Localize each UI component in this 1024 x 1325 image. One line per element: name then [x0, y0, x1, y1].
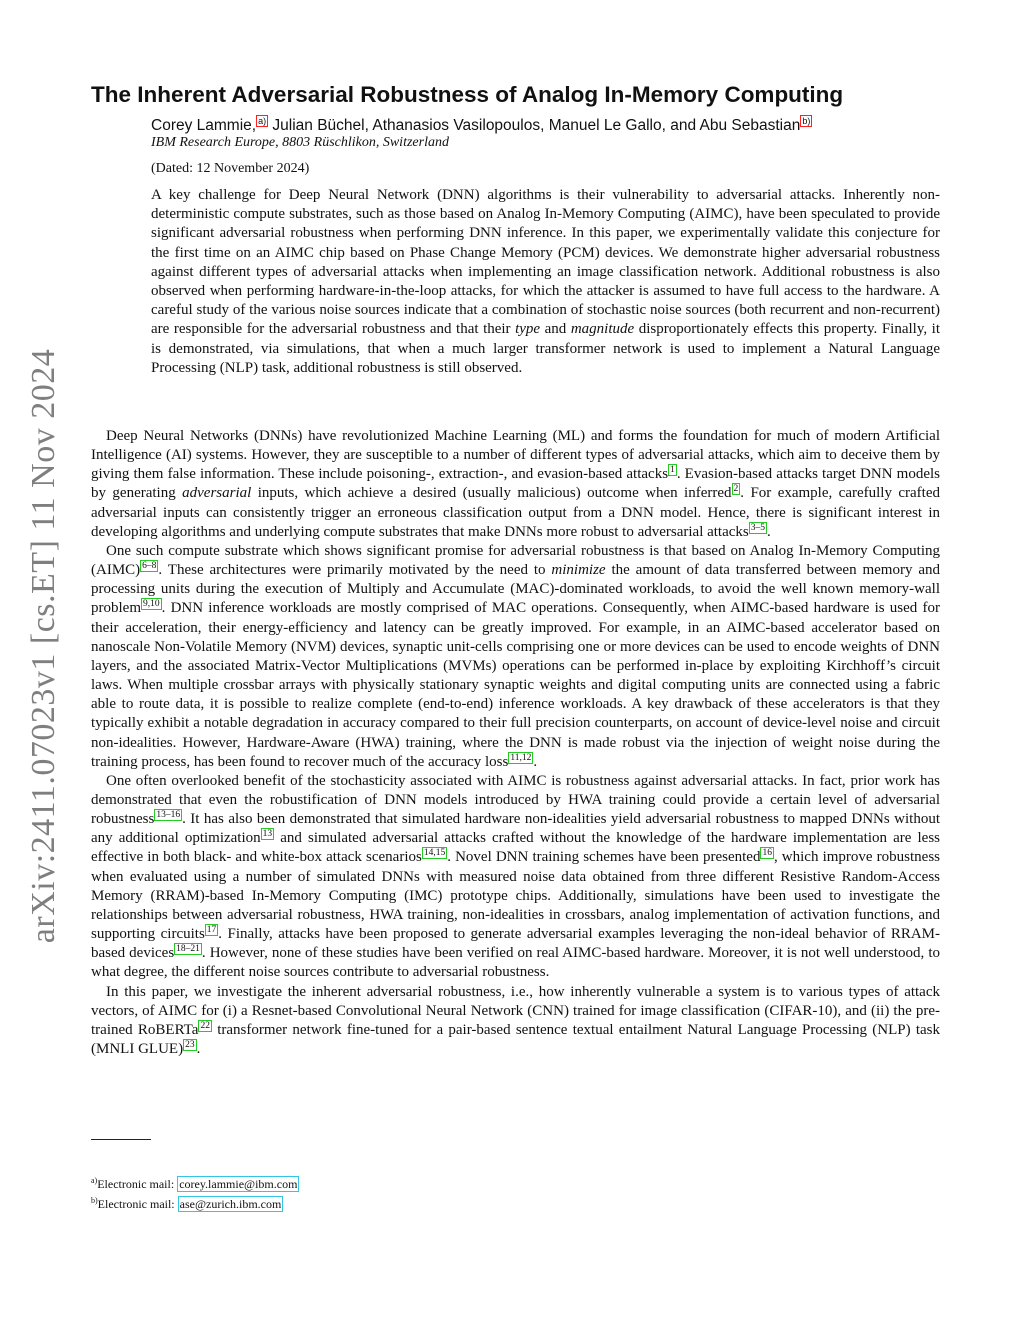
citation-link[interactable]: 9,10 [143, 599, 160, 610]
author-others: Julian Büchel, Athanasios Vasilopoulos, Manuel Le Gallo, and Abu Sebastian [268, 117, 801, 135]
paragraph-text: . [767, 523, 771, 540]
footnote-divider [91, 1139, 151, 1140]
citation-link[interactable]: 6–8 [142, 561, 157, 572]
paragraph-text: One often overlooked benefit of the stochasticity associated with AIMC is robustness against adversarial attacks. In fact, prior work has demonstrated that even the robustification of DNN models introduced by HWA training could provide a certain level of adversarial robustness [91, 772, 940, 828]
paragraph-emphasis: minimize [551, 562, 606, 579]
footnote-label: Electronic mail: [97, 1177, 178, 1191]
footnote-label: Electronic mail: [97, 1196, 178, 1211]
paragraph-text: . However, none of these studies have been verified on real AIMC-based hardware. Moreover, it is not well understood, to what degree, the different noise sources contribute to adversarial robustness. [91, 945, 940, 981]
paragraph-text: , which improve robustness when evaluated using a number of simulated DNNs with measured noise data obtained from three different Resistive Random-Access Memory (RRAM)-based In-Memory Computing (IMC) prototype chips. Additionally, simulations have been used to investigate the relationships between adversarial robustness, HWA training, non-idealities in crossbars, analog implementation of activation functions, and supporting circuits [91, 849, 940, 943]
author-first: Corey Lammie, [151, 117, 257, 135]
paragraph-emphasis: adversarial [182, 485, 252, 502]
paper-title: The Inherent Adversarial Robustness of Analog In-Memory Computing [91, 82, 844, 107]
citation-link[interactable]: 3–5 [750, 522, 766, 533]
citation-link[interactable]: 16 [762, 848, 772, 859]
date-line: (Dated: 12 November 2024) [151, 161, 310, 176]
paragraph-text: . It has also been demonstrated that simulated hardware non-idealities yield adversarial robustness to mapped DNNs without any additional optimization [91, 811, 940, 847]
abstract-text: A key challenge for Deep Neural Network (DNN) algorithms is their vulnerability to adversarial attacks. Inherently non-deterministic compute substrates, such as those based on Analog In-Memory Computing (AIMC), have been speculated to provide significant adversarial robustness when performing DNN inference. In this paper, we experimentally validate this conjecture for the first time on an AIMC chip based on Phase Change Memory (PCM) devices. We demonstrate higher adversarial robustness against different types of adversarial attacks when implementing an image classification network. Additional robustness is also observed when performing hardware-in-the-loop attacks, for which the attacker is assumed to have full access to the hardware. A careful study of the various noise sources indicate that a combination of stochastic noise sources (both recurrent and non-recurrent) are responsible for the adversarial robustness and that their [151, 187, 940, 338]
paragraph-text: In this paper, we investigate the inherent adversarial robustness, i.e., how inherently vulnerable a system is to various types of attack vectors, of AIMC for (i) a Resnet-based Convolutional Neural Network (CNN) trained for image classification (CIFAR-10), and (ii) the pre-trained RoBERTa [91, 983, 940, 1038]
footnote-mark: b) [91, 1195, 98, 1205]
paragraph-text: . DNN inference workloads are mostly comprised of MAC operations. Consequently, when AIMC-based hardware is used for their acceleration, their energy-efficiency and latency can be greatly improved. For example, in an AIMC-based accelerator based on nanoscale Non-Volatile Memory (NVM) devices, synaptic unit-cells comprising one or more devices can be used to encode weights of DNN layers, and the associated Matrix-Vector Multiplications (MVMs) operations can be performed in-place by exploiting Kirchhoff’s circuit laws. When multiple crossbar arrays with physically stationary synaptic weights and digital computing units are connected using a fabric able to route data, it is possible to realize complete (end-to-end) inference workloads. A key drawback of these accelerators is that they typically exhibit a notable degradation in accuracy compared to their full precision counterparts, on account of device-level noise and circuit non-idealities. However, Hardware-Aware (HWA) training, where the DNN is made robust via the injection of weight noise during the training process, has been found to recover much of the accuracy loss [91, 600, 940, 770]
paragraph-2 [91, 542, 940, 772]
footnote-b [91, 1193, 299, 1213]
abstract-text: disproportionately effects this property. Finally, it is demonstrated, via simulations, that when a much larger transformer network is used to implement a Natural Language Processing (NLP) task, additional robustness is still observed. [151, 321, 940, 376]
affiliation: IBM Research Europe, 8803 Rüschlikon, Switzerland [151, 135, 449, 150]
paragraph-1 [91, 427, 940, 542]
citation-link[interactable]: 11,12 [510, 752, 532, 763]
arxiv-identifier-stamp: arXiv:2411.07023v1 [cs.ET] 11 Nov 2024 [25, 348, 62, 944]
citation-link[interactable]: 17 [206, 925, 217, 936]
footnote-a [91, 1173, 299, 1193]
footnote-mark: a) [91, 1176, 98, 1185]
paragraph-text: . [533, 753, 538, 770]
author-list [151, 116, 951, 135]
paragraph-text: the amount of data transferred between memory and processing units during the execution of Multiply and Accumulate (MAC)-dominated workloads, to avoid the well known memory-wall problem [91, 562, 940, 617]
email-link-ase[interactable]: ase@zurich.ibm.com [179, 1196, 282, 1211]
citation-link[interactable]: 13–16 [156, 810, 181, 821]
citation-link[interactable]: 14,15 [423, 848, 446, 859]
paragraph-3 [91, 772, 940, 983]
citation-link[interactable]: 18–21 [176, 944, 200, 955]
paragraph-text: Deep Neural Networks (DNNs) have revolutionized Machine Learning (ML) and forms the foundation for much of modern Artificial Intelligence (AI) systems. However, they are susceptible to a number of different types of adversarial attacks, which aim to deceive them by giving them false information. These include poisoning-, extraction-, and evasion-based attacks [91, 428, 940, 483]
paragraph-text: and simulated adversarial attacks crafted without the knowledge of the hardware implementation are less effective in both black- and white-box attack scenarios [91, 830, 940, 866]
footnotes [91, 1173, 299, 1212]
paragraph-text: inputs, which achieve a desired (usually malicious) outcome when inferred [251, 485, 732, 502]
paragraph-text: transformer network fine-tuned for a pair-based sentence textual entailment Natural Language Processing (NLP) task (MNLI GLUE) [91, 1021, 940, 1057]
paragraph-4 [91, 983, 940, 1060]
abstract-emphasis: magnitude [570, 321, 635, 338]
paragraph-text: One such compute substrate which shows significant promise for adversarial robustness is that based on Analog In-Memory Computing (AIMC) [91, 542, 940, 579]
citation-link[interactable]: 22 [200, 1020, 210, 1031]
abstract [151, 186, 940, 378]
author-footnote-link-a[interactable]: a) [258, 116, 267, 126]
email-link-corey[interactable]: corey.lammie@ibm.com [179, 1177, 298, 1191]
paragraph-text: . Evasion-based attacks target DNN models by generating [91, 466, 941, 502]
paragraph-text: . Novel DNN training schemes have been presented [447, 849, 761, 866]
citation-link[interactable]: 1 [670, 465, 675, 476]
abstract-text: and [540, 321, 571, 338]
paragraph-text: . These architectures were primarily motivated by the need to [158, 562, 552, 579]
paragraph-text: . Finally, attacks have been proposed to generate adversarial examples leveraging the non-ideal behavior of RRAM-based devices [91, 926, 940, 962]
body-text [91, 427, 940, 1059]
paragraph-text: . For example, carefully crafted adversarial inputs can consistently trigger an erroneous classification output from a DNN model. Hence, there is significant interest in developing algorithms and underlying compute substrates that make DNNs more robust to adversarial attacks [91, 485, 941, 540]
citation-link[interactable]: 23 [185, 1040, 195, 1050]
author-footnote-link-b[interactable]: b) [802, 116, 811, 126]
abstract-emphasis: type [515, 321, 541, 338]
citation-link[interactable]: 2 [733, 484, 739, 495]
citation-link[interactable]: 13 [262, 829, 273, 840]
paragraph-text: . [196, 1041, 201, 1057]
